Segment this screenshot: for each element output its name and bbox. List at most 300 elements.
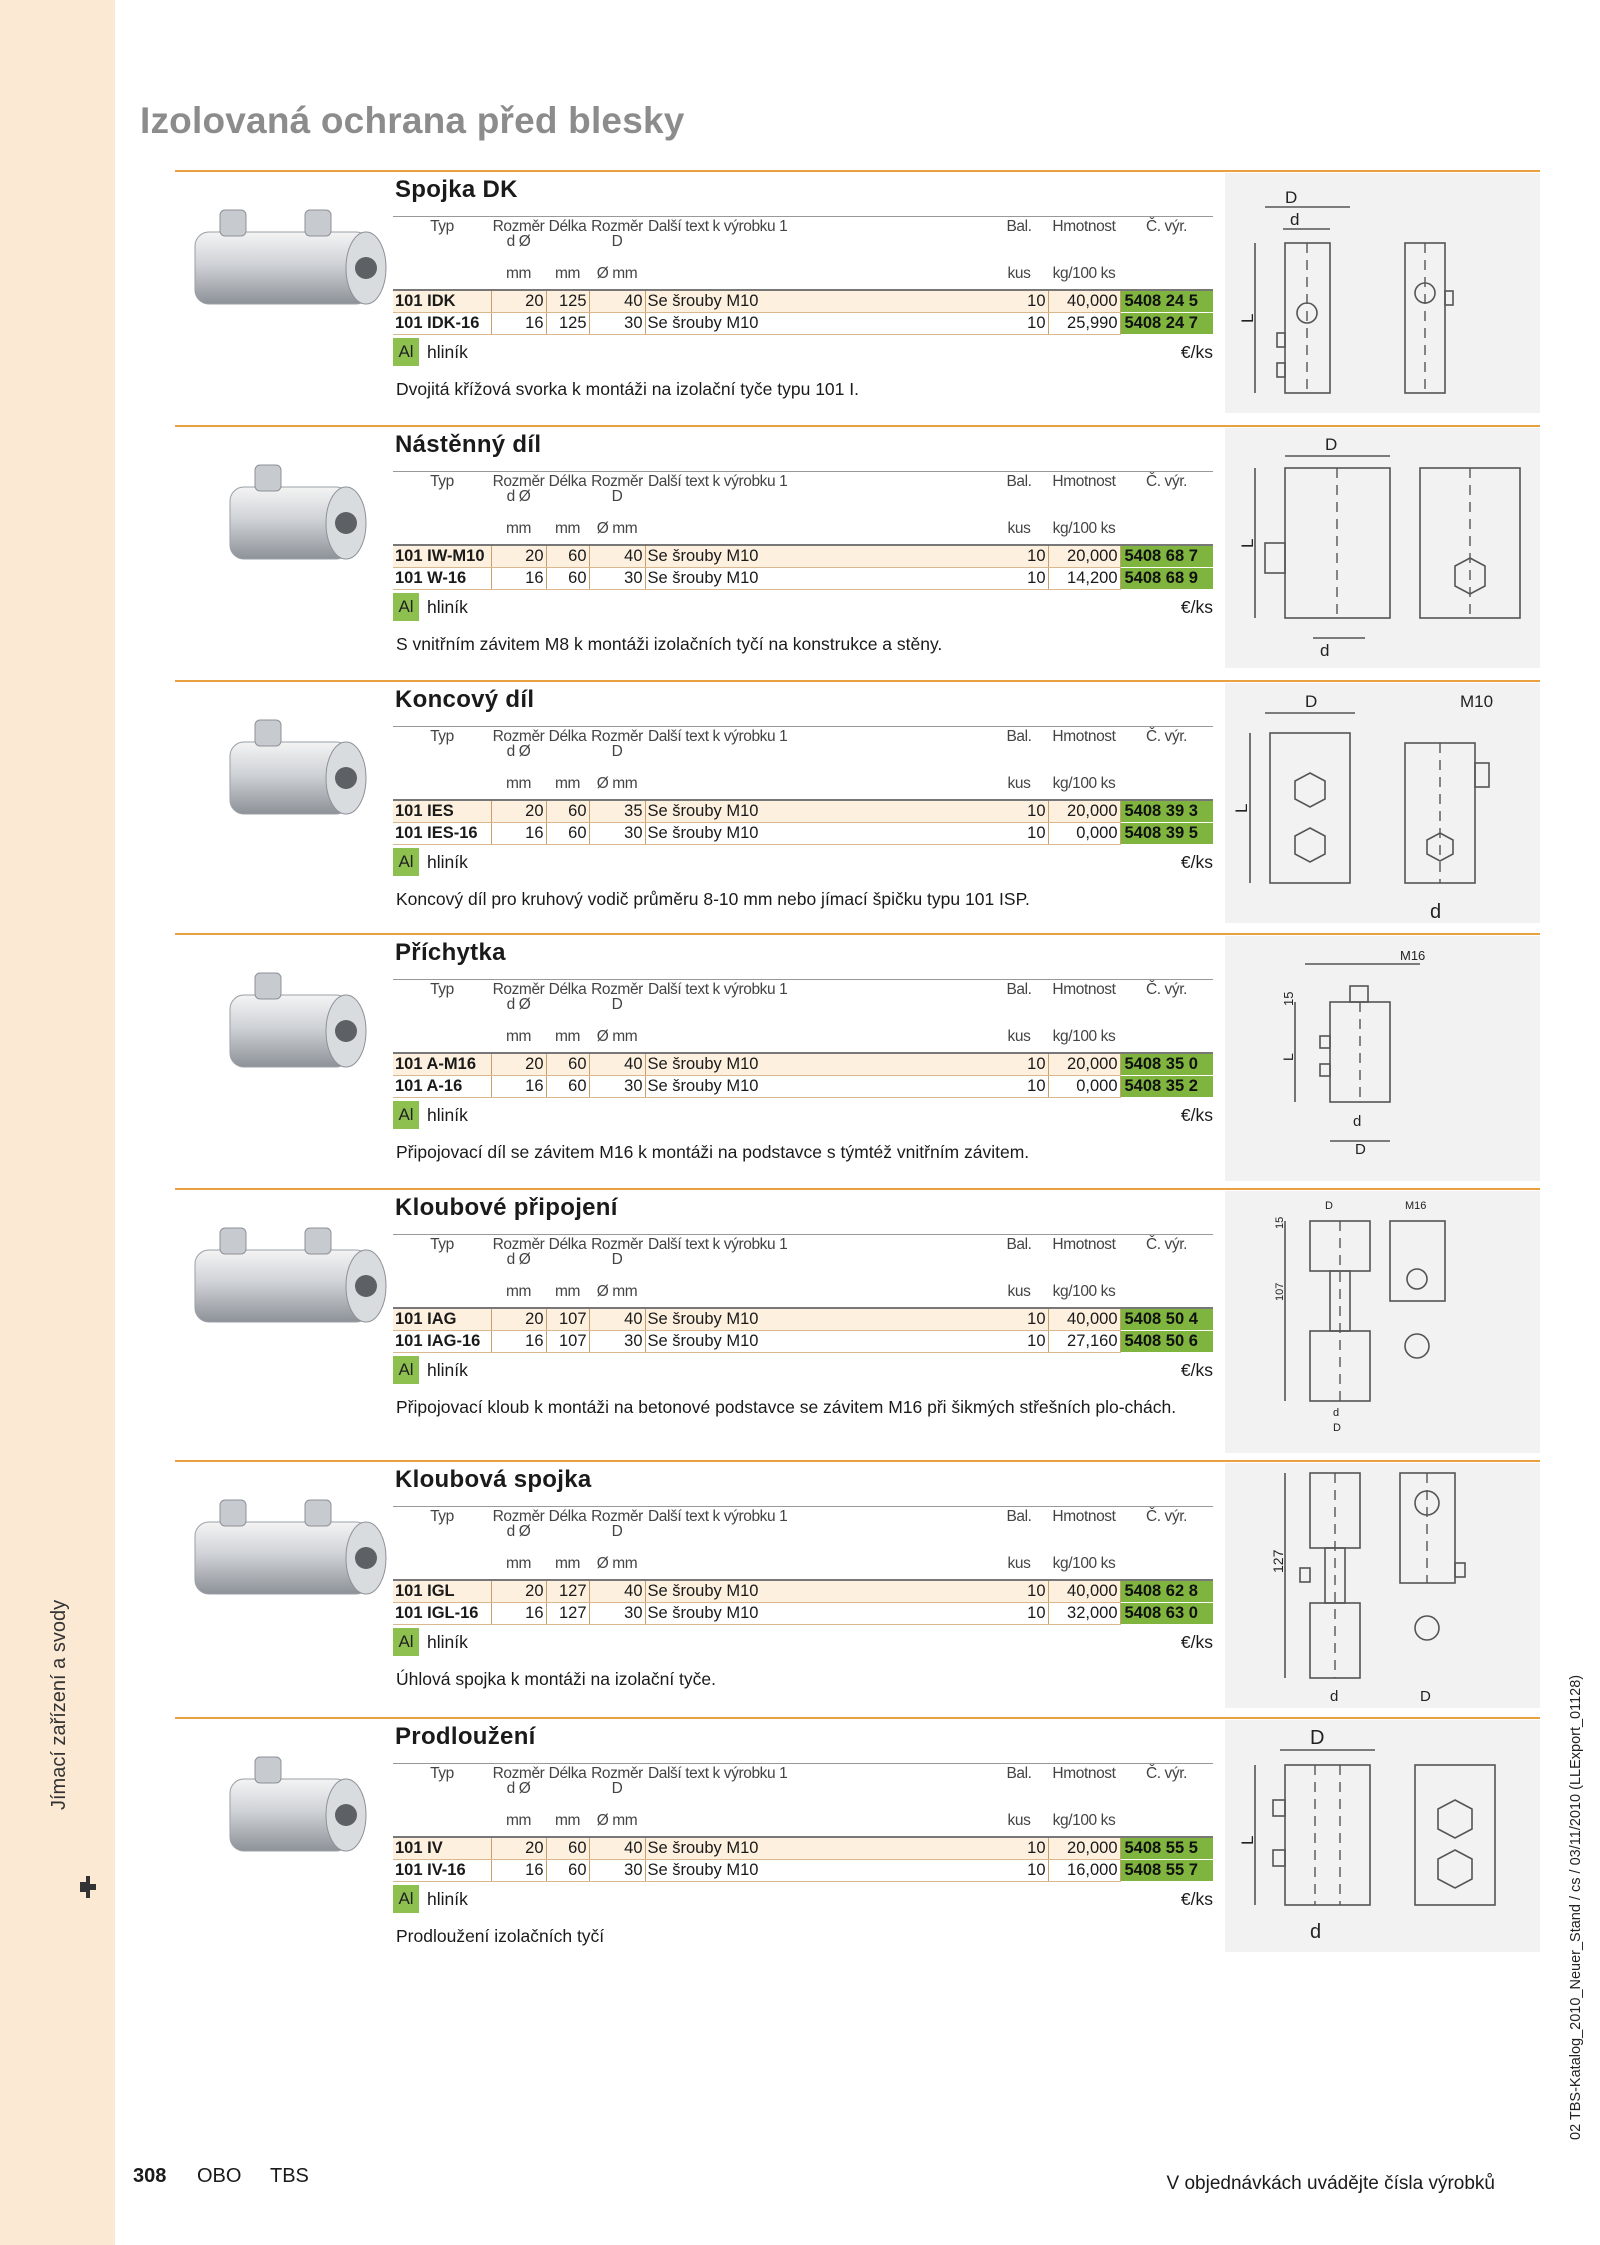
col-bal: Bal. <box>990 217 1048 258</box>
cell-length: 127 <box>546 1603 589 1625</box>
cell-d: 20 <box>491 1837 546 1860</box>
product-photo <box>175 692 390 852</box>
svg-text:15: 15 <box>1281 991 1296 1006</box>
table-units <box>393 767 1213 800</box>
material-badge: Al <box>393 1885 419 1913</box>
material-badge: Al <box>393 1356 419 1384</box>
cell-typ: 101 A-M16 <box>393 1053 491 1076</box>
spec-table <box>393 471 1213 590</box>
cell-order-number: 5408 39 3 <box>1120 800 1213 823</box>
cell-order-number: 5408 24 5 <box>1120 290 1213 313</box>
svg-text:L: L <box>1232 803 1251 813</box>
svg-text:L: L <box>1238 1835 1257 1845</box>
material-badge: Al <box>393 1628 419 1656</box>
cell-order-number: 5408 63 0 <box>1120 1603 1213 1625</box>
table-row <box>393 568 1213 590</box>
cell-d: 20 <box>491 1308 546 1331</box>
cell-bal: 10 <box>990 823 1048 845</box>
col-text: Další text k výrobku 1 <box>645 1507 990 1548</box>
unit-mm: mm <box>491 1804 546 1837</box>
unit-kus: kus <box>990 1547 1048 1580</box>
cell-D: 30 <box>589 568 645 590</box>
svg-text:15: 15 <box>1274 1216 1286 1229</box>
svg-text:D: D <box>1325 435 1338 454</box>
product-photo <box>175 945 390 1105</box>
cell-bal: 10 <box>990 800 1048 823</box>
cell-typ: 101 A-16 <box>393 1076 491 1098</box>
material-row <box>393 593 1213 623</box>
cell-d: 16 <box>491 823 546 845</box>
price-unit: €/ks <box>1180 1360 1213 1380</box>
col-typ: Typ <box>393 727 491 768</box>
svg-text:d: d <box>1320 641 1330 660</box>
side-label: Jímací zařízení a svody <box>48 1599 70 1810</box>
col-rozmer-d: Rozměr d Ø <box>491 980 546 1021</box>
table-row <box>393 313 1213 335</box>
material-name: hliník <box>427 1889 468 1909</box>
product-section <box>175 170 1540 425</box>
svg-text:107: 107 <box>1274 1282 1286 1301</box>
col-rozmer-D: Rozměr D <box>589 1235 645 1276</box>
material-badge: Al <box>393 848 419 876</box>
table-header <box>393 217 1213 258</box>
material-name: hliník <box>427 1632 468 1652</box>
cell-weight: 20,000 <box>1048 800 1120 823</box>
table-units <box>393 1275 1213 1308</box>
price-unit: €/ks <box>1180 1632 1213 1652</box>
col-rozmer-d: Rozměr d Ø <box>491 1764 546 1805</box>
cell-text: Se šrouby M10 <box>645 1053 990 1076</box>
cell-text: Se šrouby M10 <box>645 800 990 823</box>
col-text: Další text k výrobku 1 <box>645 472 990 513</box>
cell-typ: 101 IW-M10 <box>393 545 491 568</box>
col-rozmer-d: Rozměr d Ø <box>491 472 546 513</box>
cell-length: 107 <box>546 1308 589 1331</box>
product-photo <box>175 1729 390 1889</box>
material-row <box>393 1101 1213 1131</box>
cell-D: 30 <box>589 1076 645 1098</box>
section-rule <box>175 1188 1540 1190</box>
svg-text:D: D <box>1305 692 1318 711</box>
cell-d: 16 <box>491 1076 546 1098</box>
svg-text:L: L <box>1238 538 1257 548</box>
price-unit: €/ks <box>1180 342 1213 362</box>
col-text: Další text k výrobku 1 <box>645 217 990 258</box>
col-hmotnost: Hmotnost <box>1048 980 1120 1021</box>
product-description: Dvojitá křížová svorka k montáži na izolační tyče typu 101 I. <box>396 379 859 399</box>
cell-order-number: 5408 39 5 <box>1120 823 1213 845</box>
cell-D: 40 <box>589 1837 645 1860</box>
svg-text:d: d <box>1330 1688 1339 1705</box>
material-name: hliník <box>427 852 468 872</box>
cell-bal: 10 <box>990 1331 1048 1353</box>
cell-text: Se šrouby M10 <box>645 823 990 845</box>
table-units <box>393 257 1213 290</box>
document-code: 02 TBS-Katalog_2010_Neuer_Stand / cs / 03/11/2010 (LLExport_01128) <box>1568 1674 1584 2140</box>
material-badge: Al <box>393 338 419 366</box>
cell-D: 40 <box>589 1053 645 1076</box>
col-typ: Typ <box>393 1764 491 1805</box>
svg-text:D: D <box>1420 1688 1431 1705</box>
cell-D: 35 <box>589 800 645 823</box>
unit-mm: mm <box>546 1547 589 1580</box>
technical-drawing <box>1225 1463 1540 1708</box>
product-title: Příchytka <box>395 939 506 966</box>
col-rozmer-D: Rozměr D <box>589 1764 645 1805</box>
svg-text:D: D <box>1355 1141 1366 1158</box>
cell-length: 60 <box>546 1837 589 1860</box>
section-rule <box>175 1717 1540 1719</box>
cell-text: Se šrouby M10 <box>645 1580 990 1603</box>
cell-order-number: 5408 35 0 <box>1120 1053 1213 1076</box>
material-row <box>393 1885 1213 1915</box>
cell-length: 60 <box>546 823 589 845</box>
cell-bal: 10 <box>990 1053 1048 1076</box>
unit-kus: kus <box>990 1804 1048 1837</box>
cell-weight: 20,000 <box>1048 545 1120 568</box>
cell-d: 20 <box>491 290 546 313</box>
unit-mm: mm <box>491 1275 546 1308</box>
product-title: Nástěnný díl <box>395 431 542 458</box>
cell-length: 125 <box>546 290 589 313</box>
table-row <box>393 1837 1213 1860</box>
page-number: 308 <box>133 2165 167 2187</box>
table-header <box>393 1764 1213 1805</box>
unit-mm-dia: Ø mm <box>589 767 645 800</box>
col-cislo: Č. výr. <box>1120 727 1213 768</box>
product-section <box>175 680 1540 933</box>
material-name: hliník <box>427 1105 468 1125</box>
spec-table <box>393 1234 1213 1353</box>
cell-weight: 32,000 <box>1048 1603 1120 1625</box>
cell-typ: 101 IDK <box>393 290 491 313</box>
unit-mm-dia: Ø mm <box>589 1020 645 1053</box>
table-row <box>393 1580 1213 1603</box>
table-header <box>393 727 1213 768</box>
unit-kus: kus <box>990 512 1048 545</box>
unit-mm-dia: Ø mm <box>589 1804 645 1837</box>
col-cislo: Č. výr. <box>1120 472 1213 513</box>
cell-bal: 10 <box>990 1076 1048 1098</box>
technical-drawing <box>1225 428 1540 668</box>
unit-kg: kg/100 ks <box>1048 767 1120 800</box>
cell-bal: 10 <box>990 1860 1048 1882</box>
cell-bal: 10 <box>990 1603 1048 1625</box>
unit-mm: mm <box>546 257 589 290</box>
col-rozmer-d: Rozměr d Ø <box>491 217 546 258</box>
cell-D: 30 <box>589 823 645 845</box>
table-row <box>393 1603 1213 1625</box>
col-cislo: Č. výr. <box>1120 1507 1213 1548</box>
cell-length: 107 <box>546 1331 589 1353</box>
table-units <box>393 1804 1213 1837</box>
product-title: Kloubové připojení <box>395 1194 618 1221</box>
col-rozmer-d: Rozměr d Ø <box>491 1235 546 1276</box>
product-description: Koncový díl pro kruhový vodič průměru 8-10 mm nebo jímací špičku typu 101 ISP. <box>396 889 1030 909</box>
unit-mm: mm <box>546 767 589 800</box>
unit-kg: kg/100 ks <box>1048 1804 1120 1837</box>
product-photo <box>175 1472 390 1632</box>
cell-D: 30 <box>589 313 645 335</box>
col-cislo: Č. výr. <box>1120 1235 1213 1276</box>
cell-d: 20 <box>491 1580 546 1603</box>
svg-text:D: D <box>1333 1422 1341 1434</box>
col-typ: Typ <box>393 217 491 258</box>
table-header <box>393 980 1213 1021</box>
cell-typ: 101 IGL-16 <box>393 1603 491 1625</box>
cell-weight: 40,000 <box>1048 1308 1120 1331</box>
cell-order-number: 5408 24 7 <box>1120 313 1213 335</box>
col-bal: Bal. <box>990 472 1048 513</box>
col-delka: Délka <box>546 1507 589 1548</box>
spec-table <box>393 216 1213 335</box>
technical-drawing <box>1225 173 1540 413</box>
cell-text: Se šrouby M10 <box>645 313 990 335</box>
cell-typ: 101 IAG <box>393 1308 491 1331</box>
cell-text: Se šrouby M10 <box>645 568 990 590</box>
unit-kus: kus <box>990 257 1048 290</box>
cell-D: 30 <box>589 1603 645 1625</box>
table-row <box>393 1308 1213 1331</box>
col-bal: Bal. <box>990 1507 1048 1548</box>
product-photo <box>175 1200 390 1360</box>
cell-d: 16 <box>491 313 546 335</box>
cell-d: 20 <box>491 545 546 568</box>
col-text: Další text k výrobku 1 <box>645 1235 990 1276</box>
svg-text:M16: M16 <box>1400 948 1426 963</box>
cell-D: 40 <box>589 290 645 313</box>
brand-name: OBO <box>197 2165 242 2187</box>
cell-d: 20 <box>491 1053 546 1076</box>
unit-kg: kg/100 ks <box>1048 257 1120 290</box>
cell-text: Se šrouby M10 <box>645 545 990 568</box>
col-cislo: Č. výr. <box>1120 980 1213 1021</box>
svg-text:d: d <box>1333 1407 1340 1419</box>
col-hmotnost: Hmotnost <box>1048 1507 1120 1548</box>
product-photo <box>175 437 390 597</box>
brand-line: TBS <box>270 2165 309 2187</box>
cell-length: 60 <box>546 568 589 590</box>
cell-weight: 25,990 <box>1048 313 1120 335</box>
unit-mm-dia: Ø mm <box>589 512 645 545</box>
technical-drawing <box>1225 1720 1540 1952</box>
col-hmotnost: Hmotnost <box>1048 727 1120 768</box>
product-section <box>175 1717 1540 1965</box>
material-name: hliník <box>427 1360 468 1380</box>
cell-bal: 10 <box>990 1837 1048 1860</box>
cell-weight: 0,000 <box>1048 823 1120 845</box>
cell-length: 60 <box>546 545 589 568</box>
material-row <box>393 848 1213 878</box>
material-row <box>393 1628 1213 1658</box>
unit-kg: kg/100 ks <box>1048 1275 1120 1308</box>
col-hmotnost: Hmotnost <box>1048 1235 1120 1276</box>
col-cislo: Č. výr. <box>1120 217 1213 258</box>
cell-typ: 101 IV <box>393 1837 491 1860</box>
cell-weight: 20,000 <box>1048 1837 1120 1860</box>
col-delka: Délka <box>546 217 589 258</box>
col-rozmer-D: Rozměr D <box>589 980 645 1021</box>
material-badge: Al <box>393 1101 419 1129</box>
col-rozmer-d: Rozměr d Ø <box>491 727 546 768</box>
spec-table <box>393 1506 1213 1625</box>
col-text: Další text k výrobku 1 <box>645 727 990 768</box>
product-title: Kloubová spojka <box>395 1466 592 1493</box>
cell-order-number: 5408 68 9 <box>1120 568 1213 590</box>
col-typ: Typ <box>393 980 491 1021</box>
spec-table <box>393 979 1213 1098</box>
material-row <box>393 1356 1213 1386</box>
table-units <box>393 1547 1213 1580</box>
col-bal: Bal. <box>990 727 1048 768</box>
price-unit: €/ks <box>1180 1889 1213 1909</box>
cell-d: 16 <box>491 1331 546 1353</box>
unit-mm: mm <box>546 1020 589 1053</box>
cell-D: 40 <box>589 1308 645 1331</box>
material-row <box>393 338 1213 368</box>
col-delka: Délka <box>546 472 589 513</box>
col-hmotnost: Hmotnost <box>1048 217 1120 258</box>
table-row <box>393 290 1213 313</box>
unit-mm: mm <box>546 512 589 545</box>
price-unit: €/ks <box>1180 1105 1213 1125</box>
cell-length: 60 <box>546 1076 589 1098</box>
spec-table <box>393 726 1213 845</box>
svg-text:127: 127 <box>1270 1549 1286 1573</box>
section-rule <box>175 1460 1540 1462</box>
cell-text: Se šrouby M10 <box>645 1076 990 1098</box>
cell-order-number: 5408 62 8 <box>1120 1580 1213 1603</box>
svg-text:d: d <box>1353 1113 1362 1130</box>
col-typ: Typ <box>393 1235 491 1276</box>
col-delka: Délka <box>546 980 589 1021</box>
cell-typ: 101 IES-16 <box>393 823 491 845</box>
cell-order-number: 5408 55 7 <box>1120 1860 1213 1882</box>
cell-D: 40 <box>589 1580 645 1603</box>
technical-drawing <box>1225 1191 1540 1453</box>
cell-bal: 10 <box>990 313 1048 335</box>
product-description: S vnitřním závitem M8 k montáži izolačních tyčí na konstrukce a stěny. <box>396 634 943 654</box>
unit-mm: mm <box>491 512 546 545</box>
cell-length: 60 <box>546 1860 589 1882</box>
col-rozmer-D: Rozměr D <box>589 472 645 513</box>
cell-typ: 101 IAG-16 <box>393 1331 491 1353</box>
col-typ: Typ <box>393 1507 491 1548</box>
price-unit: €/ks <box>1180 597 1213 617</box>
material-badge: Al <box>393 593 419 621</box>
cell-bal: 10 <box>990 290 1048 313</box>
col-delka: Délka <box>546 1235 589 1276</box>
product-photo <box>175 182 390 342</box>
section-rule <box>175 933 1540 935</box>
col-rozmer-D: Rozměr D <box>589 727 645 768</box>
svg-text:D: D <box>1285 188 1298 207</box>
cell-typ: 101 W-16 <box>393 568 491 590</box>
svg-text:d: d <box>1310 1921 1322 1943</box>
unit-kg: kg/100 ks <box>1048 512 1120 545</box>
unit-kg: kg/100 ks <box>1048 1547 1120 1580</box>
svg-text:D: D <box>1310 1727 1325 1749</box>
col-rozmer-D: Rozměr D <box>589 217 645 258</box>
cell-weight: 40,000 <box>1048 1580 1120 1603</box>
cell-weight: 14,200 <box>1048 568 1120 590</box>
cell-typ: 101 IGL <box>393 1580 491 1603</box>
unit-mm: mm <box>491 257 546 290</box>
unit-mm: mm <box>546 1275 589 1308</box>
unit-mm: mm <box>491 1547 546 1580</box>
table-units <box>393 1020 1213 1053</box>
cell-d: 16 <box>491 1603 546 1625</box>
cell-text: Se šrouby M10 <box>645 1837 990 1860</box>
table-header <box>393 1507 1213 1548</box>
section-mark-icon <box>78 1876 98 1898</box>
col-typ: Typ <box>393 472 491 513</box>
unit-mm: mm <box>491 767 546 800</box>
col-delka: Délka <box>546 1764 589 1805</box>
page-title: Izolovaná ochrana před blesky <box>140 100 685 141</box>
product-title: Koncový díl <box>395 686 535 713</box>
cell-D: 30 <box>589 1331 645 1353</box>
unit-mm: mm <box>491 1020 546 1053</box>
col-hmotnost: Hmotnost <box>1048 1764 1120 1805</box>
cell-typ: 101 IES <box>393 800 491 823</box>
svg-text:L: L <box>1280 1053 1296 1061</box>
unit-kus: kus <box>990 767 1048 800</box>
cell-length: 125 <box>546 313 589 335</box>
table-header <box>393 472 1213 513</box>
product-description: Úhlová spojka k montáži na izolační tyče. <box>396 1669 717 1689</box>
table-row <box>393 1860 1213 1882</box>
unit-mm: mm <box>546 1804 589 1837</box>
product-description: Připojovací kloub k montáži na betonové podstavce se závitem M16 při šikmých střešních plo-chách. <box>396 1397 1177 1417</box>
cell-length: 60 <box>546 800 589 823</box>
unit-kus: kus <box>990 1275 1048 1308</box>
svg-text:M16: M16 <box>1405 1200 1427 1212</box>
svg-text:d: d <box>1430 901 1442 923</box>
section-rule <box>175 680 1540 682</box>
cell-text: Se šrouby M10 <box>645 1331 990 1353</box>
unit-mm-dia: Ø mm <box>589 257 645 290</box>
product-section <box>175 1460 1540 1717</box>
table-row <box>393 1331 1213 1353</box>
cell-weight: 20,000 <box>1048 1053 1120 1076</box>
cell-D: 40 <box>589 545 645 568</box>
cell-typ: 101 IDK-16 <box>393 313 491 335</box>
table-row <box>393 1053 1213 1076</box>
cell-bal: 10 <box>990 568 1048 590</box>
col-delka: Délka <box>546 727 589 768</box>
col-bal: Bal. <box>990 1235 1048 1276</box>
cell-D: 30 <box>589 1860 645 1882</box>
col-hmotnost: Hmotnost <box>1048 472 1120 513</box>
technical-drawing <box>1225 683 1540 923</box>
spec-table <box>393 1763 1213 1882</box>
col-text: Další text k výrobku 1 <box>645 980 990 1021</box>
sidebar-band <box>0 0 115 2245</box>
cell-order-number: 5408 35 2 <box>1120 1076 1213 1098</box>
table-units <box>393 512 1213 545</box>
col-rozmer-d: Rozměr d Ø <box>491 1507 546 1548</box>
product-title: Prodloužení <box>395 1723 536 1750</box>
cell-length: 127 <box>546 1580 589 1603</box>
cell-weight: 27,160 <box>1048 1331 1120 1353</box>
product-section <box>175 1188 1540 1460</box>
unit-mm-dia: Ø mm <box>589 1275 645 1308</box>
unit-kus: kus <box>990 1020 1048 1053</box>
cell-bal: 10 <box>990 1580 1048 1603</box>
material-name: hliník <box>427 597 468 617</box>
table-header <box>393 1235 1213 1276</box>
